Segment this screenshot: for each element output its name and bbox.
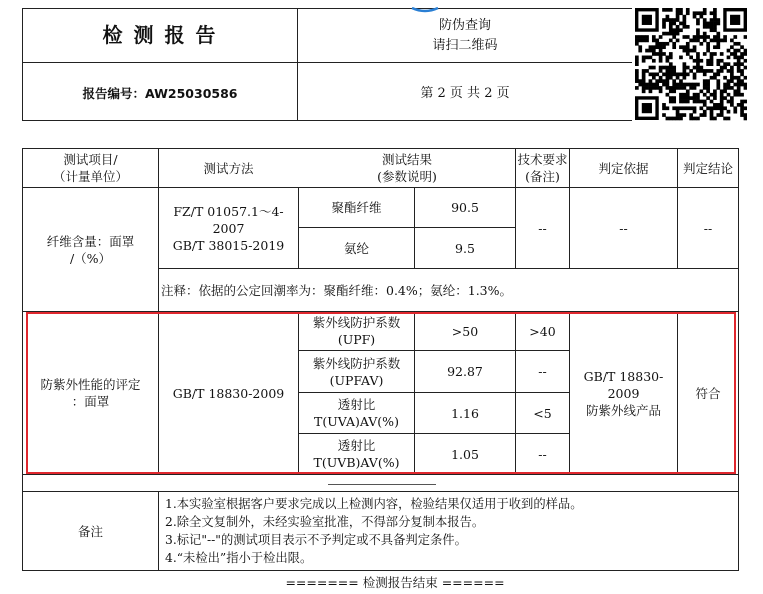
uv-basis-line2: 防紫外线产品 bbox=[585, 402, 661, 418]
fiber-method-line2: GB/T 38015-2019 bbox=[172, 237, 285, 253]
verify-line-2: 请扫二维码 bbox=[432, 37, 498, 53]
fiber-row-name: 氨纶 bbox=[343, 240, 369, 256]
report-number bbox=[23, 63, 297, 120]
header-method: 测试方法 bbox=[203, 160, 254, 176]
uv-row-name-line2: T(UVA)AV(%) bbox=[314, 414, 399, 429]
remarks-list bbox=[165, 495, 735, 569]
header-item bbox=[23, 149, 158, 187]
fiber-row-name: 聚酯纤维 bbox=[331, 200, 382, 215]
header-result-label: 测试结果 bbox=[381, 152, 432, 167]
page-info: 第 2 页 共 2 页 bbox=[420, 86, 510, 101]
fiber-item-line1: 纤维含量：面罩 bbox=[46, 233, 135, 249]
header-result bbox=[299, 149, 515, 187]
uv-row-value: >50 bbox=[451, 323, 479, 339]
header-result-sub: (参数说明) bbox=[377, 169, 437, 184]
fiber-requirement: -- bbox=[538, 220, 547, 236]
uv-row-value: 92.87 bbox=[447, 364, 483, 379]
uv-row-value: 1.16 bbox=[451, 405, 479, 421]
fiber-method-line1: FZ/T 01057.1～4-2007 bbox=[173, 203, 284, 236]
fiber-method bbox=[159, 188, 298, 268]
verify-line-1: 防伪查询 bbox=[438, 17, 491, 33]
uv-row-requirement: -- bbox=[538, 446, 547, 462]
uv-row-requirement: >40 bbox=[529, 323, 556, 339]
fiber-item-line2: /（%） bbox=[69, 250, 112, 266]
header-basis: 判定依据 bbox=[598, 160, 649, 176]
uv-row-requirement: -- bbox=[538, 364, 547, 379]
header-requirement-sub: (备注) bbox=[525, 169, 560, 184]
fiber-conclusion: -- bbox=[703, 220, 713, 236]
header-requirement-label: 技术要求 bbox=[517, 152, 568, 167]
verify-label bbox=[298, 9, 632, 62]
header-requirement bbox=[516, 149, 569, 187]
uv-method: GB/T 18830-2009 bbox=[172, 385, 285, 401]
uv-row-name-line1: 紫外线防护系数 bbox=[312, 355, 401, 371]
uv-row-requirement: <5 bbox=[533, 405, 552, 421]
uv-row-name-line2: (UPFAV) bbox=[329, 372, 384, 388]
uv-item-line1: 防紫外性能的评定 bbox=[40, 377, 141, 392]
uv-row-name-line1: 透射比 bbox=[337, 438, 376, 453]
remark-item: 3.标记"--"的测试项目表示不予判定或不具备判定条件。 bbox=[165, 533, 467, 547]
fiber-row-value: 90.5 bbox=[451, 200, 479, 215]
highlight-box bbox=[26, 312, 736, 474]
uv-basis-line1: GB/T 18830-2009 bbox=[583, 368, 664, 401]
report-number-label: 报告编号： bbox=[82, 86, 146, 101]
uv-row-name-line2: T(UVB)AV(%) bbox=[313, 455, 400, 470]
header-item-label: 测试项目/ bbox=[63, 152, 118, 167]
report-end-text: ======= 检测报告结束 ====== bbox=[285, 574, 505, 590]
report-number-value: AW25030586 bbox=[145, 86, 238, 101]
qr-code-icon[interactable] bbox=[635, 8, 747, 121]
uv-item-line2: ：面罩 bbox=[71, 394, 110, 409]
header-item-unit: （计量单位） bbox=[52, 169, 128, 184]
remarks-label: 备注 bbox=[77, 523, 103, 539]
uv-row-name-line2: (UPF) bbox=[337, 332, 376, 347]
remark-item: 4.“未检出”指小于检出限。 bbox=[165, 551, 313, 565]
remark-item: 2.除全文复制外，未经实验室批准，不得部分复制本报告。 bbox=[165, 515, 485, 529]
header-conclusion: 判定结论 bbox=[682, 160, 733, 176]
uv-row-value: 1.05 bbox=[451, 446, 479, 462]
uv-row-name-line1: 紫外线防护系数 bbox=[312, 315, 401, 330]
uv-conclusion: 符合 bbox=[695, 385, 721, 401]
fiber-row-value: 9.5 bbox=[455, 240, 475, 256]
fiber-item bbox=[23, 188, 158, 311]
remark-item: 1.本实验室根据客户要求完成以上检测内容，检验结果仅适用于收到的样品。 bbox=[165, 497, 583, 511]
report-title: 检 测 报 告 bbox=[102, 23, 218, 47]
uv-row-name-line1: 透射比 bbox=[337, 397, 376, 412]
fiber-basis: -- bbox=[619, 220, 628, 236]
fiber-note: 注释：依据的公定回潮率为：聚酯纤维：0.4%；氨纶：1.3%。 bbox=[161, 282, 513, 298]
